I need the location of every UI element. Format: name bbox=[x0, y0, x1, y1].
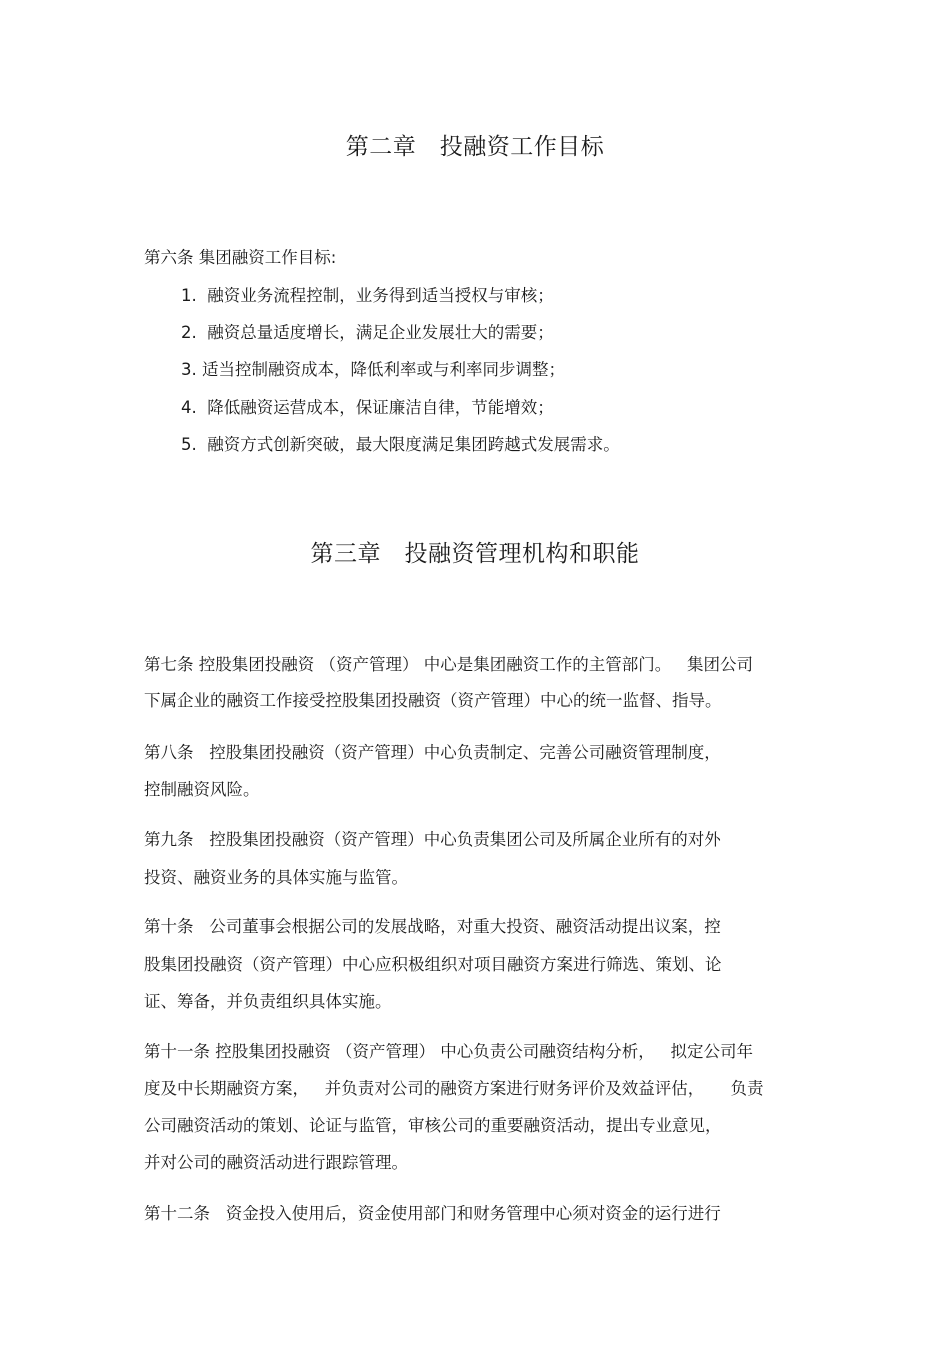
paragraph-line: 公司融资活动的策划、论证与监管，审核公司的重要融资活动，提出专业意见， bbox=[144, 1116, 722, 1135]
chapter-2-title: 第二章 投融资工作目标 bbox=[345, 134, 605, 160]
list-item: 5. 融资方式创新突破，最大限度满足集团跨越式发展需求。 bbox=[181, 435, 620, 454]
paragraph-line: 控制融资风险。 bbox=[144, 780, 260, 799]
paragraph-line: 股集团投融资（资产管理）中心应积极组织对项目融资方案进行筛选、策划、论 bbox=[144, 955, 722, 974]
paragraph-line: 第十一条 控股集团投融资 （资产管理） 中心负责公司融资结构分析， 拟定公司年 bbox=[144, 1042, 753, 1061]
chapter-3-title: 第三章 投融资管理机构和职能 bbox=[310, 541, 640, 567]
paragraph-line: 下属企业的融资工作接受控股集团投融资（资产管理）中心的统一监督、指导。 bbox=[144, 691, 722, 710]
paragraph-line: 证、筹备，并负责组织具体实施。 bbox=[144, 992, 392, 1011]
paragraph-line: 度及中长期融资方案， 并负责对公司的融资方案进行财务评价及效益评估， 负责 bbox=[144, 1079, 764, 1098]
paragraph-line: 第九条 控股集团投融资（资产管理）中心负责集团公司及所属企业所有的对外 bbox=[144, 830, 721, 849]
paragraph-line: 第八条 控股集团投融资（资产管理）中心负责制定、完善公司融资管理制度， bbox=[144, 743, 721, 762]
paragraph-line: 第七条 控股集团投融资 （资产管理） 中心是集团融资工作的主管部门。 集团公司 bbox=[144, 655, 753, 674]
paragraph-line: 投资、融资业务的具体实施与监管。 bbox=[144, 868, 408, 887]
list-item: 1. 融资业务流程控制，业务得到适当授权与审核； bbox=[181, 286, 554, 305]
paragraph-line: 第十条 公司董事会根据公司的发展战略，对重大投资、融资活动提出议案，控 bbox=[144, 917, 721, 936]
paragraph-line: 并对公司的融资活动进行跟踪管理。 bbox=[144, 1153, 408, 1172]
list-item: 2. 融资总量适度增长，满足企业发展壮大的需要； bbox=[181, 323, 554, 342]
list-item: 3. 适当控制融资成本，降低利率或与利率同步调整； bbox=[181, 360, 565, 379]
paragraph-line: 第十二条 资金投入使用后，资金使用部门和财务管理中心须对资金的运行进行 bbox=[144, 1204, 721, 1223]
list-item: 4. 降低融资运营成本，保证廉洁自律，节能增效； bbox=[181, 398, 554, 417]
article-6-heading: 第六条 集团融资工作目标: bbox=[144, 248, 337, 267]
